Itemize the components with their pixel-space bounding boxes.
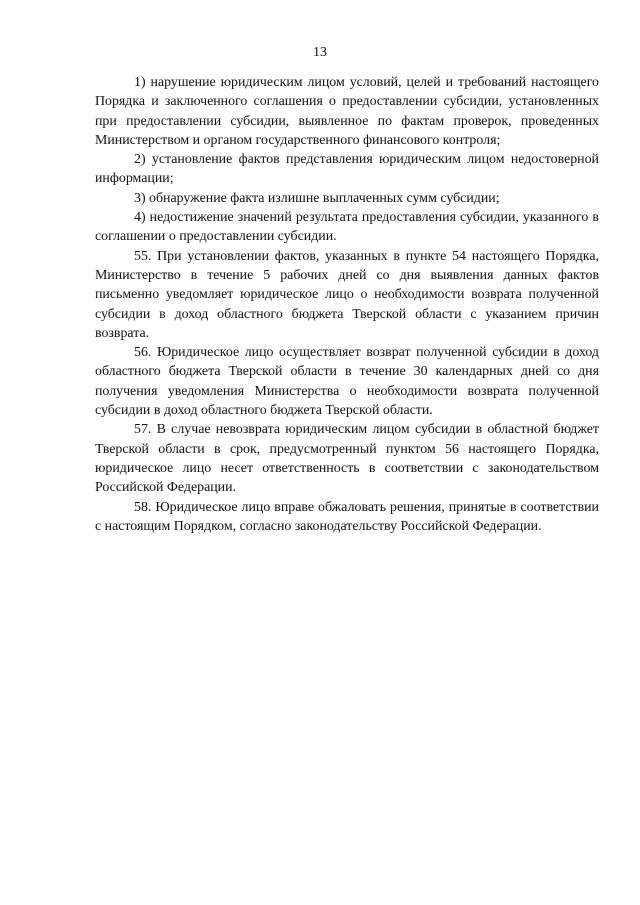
- list-item-overpayment: 3) обнаружение факта излишне выплаченных сумм субсидии;: [134, 190, 500, 206]
- list-item-false-info: 2) установление фактов представления юридическим лицом недостоверной информации;: [95, 152, 599, 187]
- paragraph-57: 57. В случае невозврата юридическим лицом субсидии в областной бюджет Тверской области в срок, предусмотренный пунктом 56 настоящего Порядка, юридическое лицо несет ответственность в соответствии с законодательством Российской Федерации.: [95, 422, 599, 496]
- list-item-violation: 1) нарушение юридическим лицом условий, целей и требований настоящего Порядка и заключенного соглашения о предоставлении субсидии, установленных при предоставлении субсидии, выявленное по фактам проверок, проведенных Министерством и органом государственного финансового контроля;: [95, 75, 599, 148]
- paragraph-55: 55. При установлении фактов, указанных в пункте 54 настоящего Порядка, Министерство в течение 5 рабочих дней со дня выявления данных фактов письменно уведомляет юридическое лицо о необходимости возврата полученной субсидии в доход областного бюджета Тверской области с указанием причин возврата.: [95, 248, 599, 341]
- paragraph-58: 58. Юридическое лицо вправе обжаловать решения, принятые в соответствии с настоящим Порядком, согласно законодательству Российской Федерации.: [95, 499, 599, 534]
- document-body: [95, 73, 599, 536]
- list-item-result-not-achieved: 4) недостижение значений результата предоставления субсидии, указанного в соглашении о предоставлении субсидии.: [95, 210, 599, 245]
- page-number: 13: [313, 45, 327, 60]
- paragraph-56: 56. Юридическое лицо осуществляет возврат полученной субсидии в доход областного бюджета Тверской области в течение 30 календарных дней со дня получения уведомления Министерства о необходимости возврата полученной субсидии в доход областного бюджета Тверской области.: [95, 345, 599, 419]
